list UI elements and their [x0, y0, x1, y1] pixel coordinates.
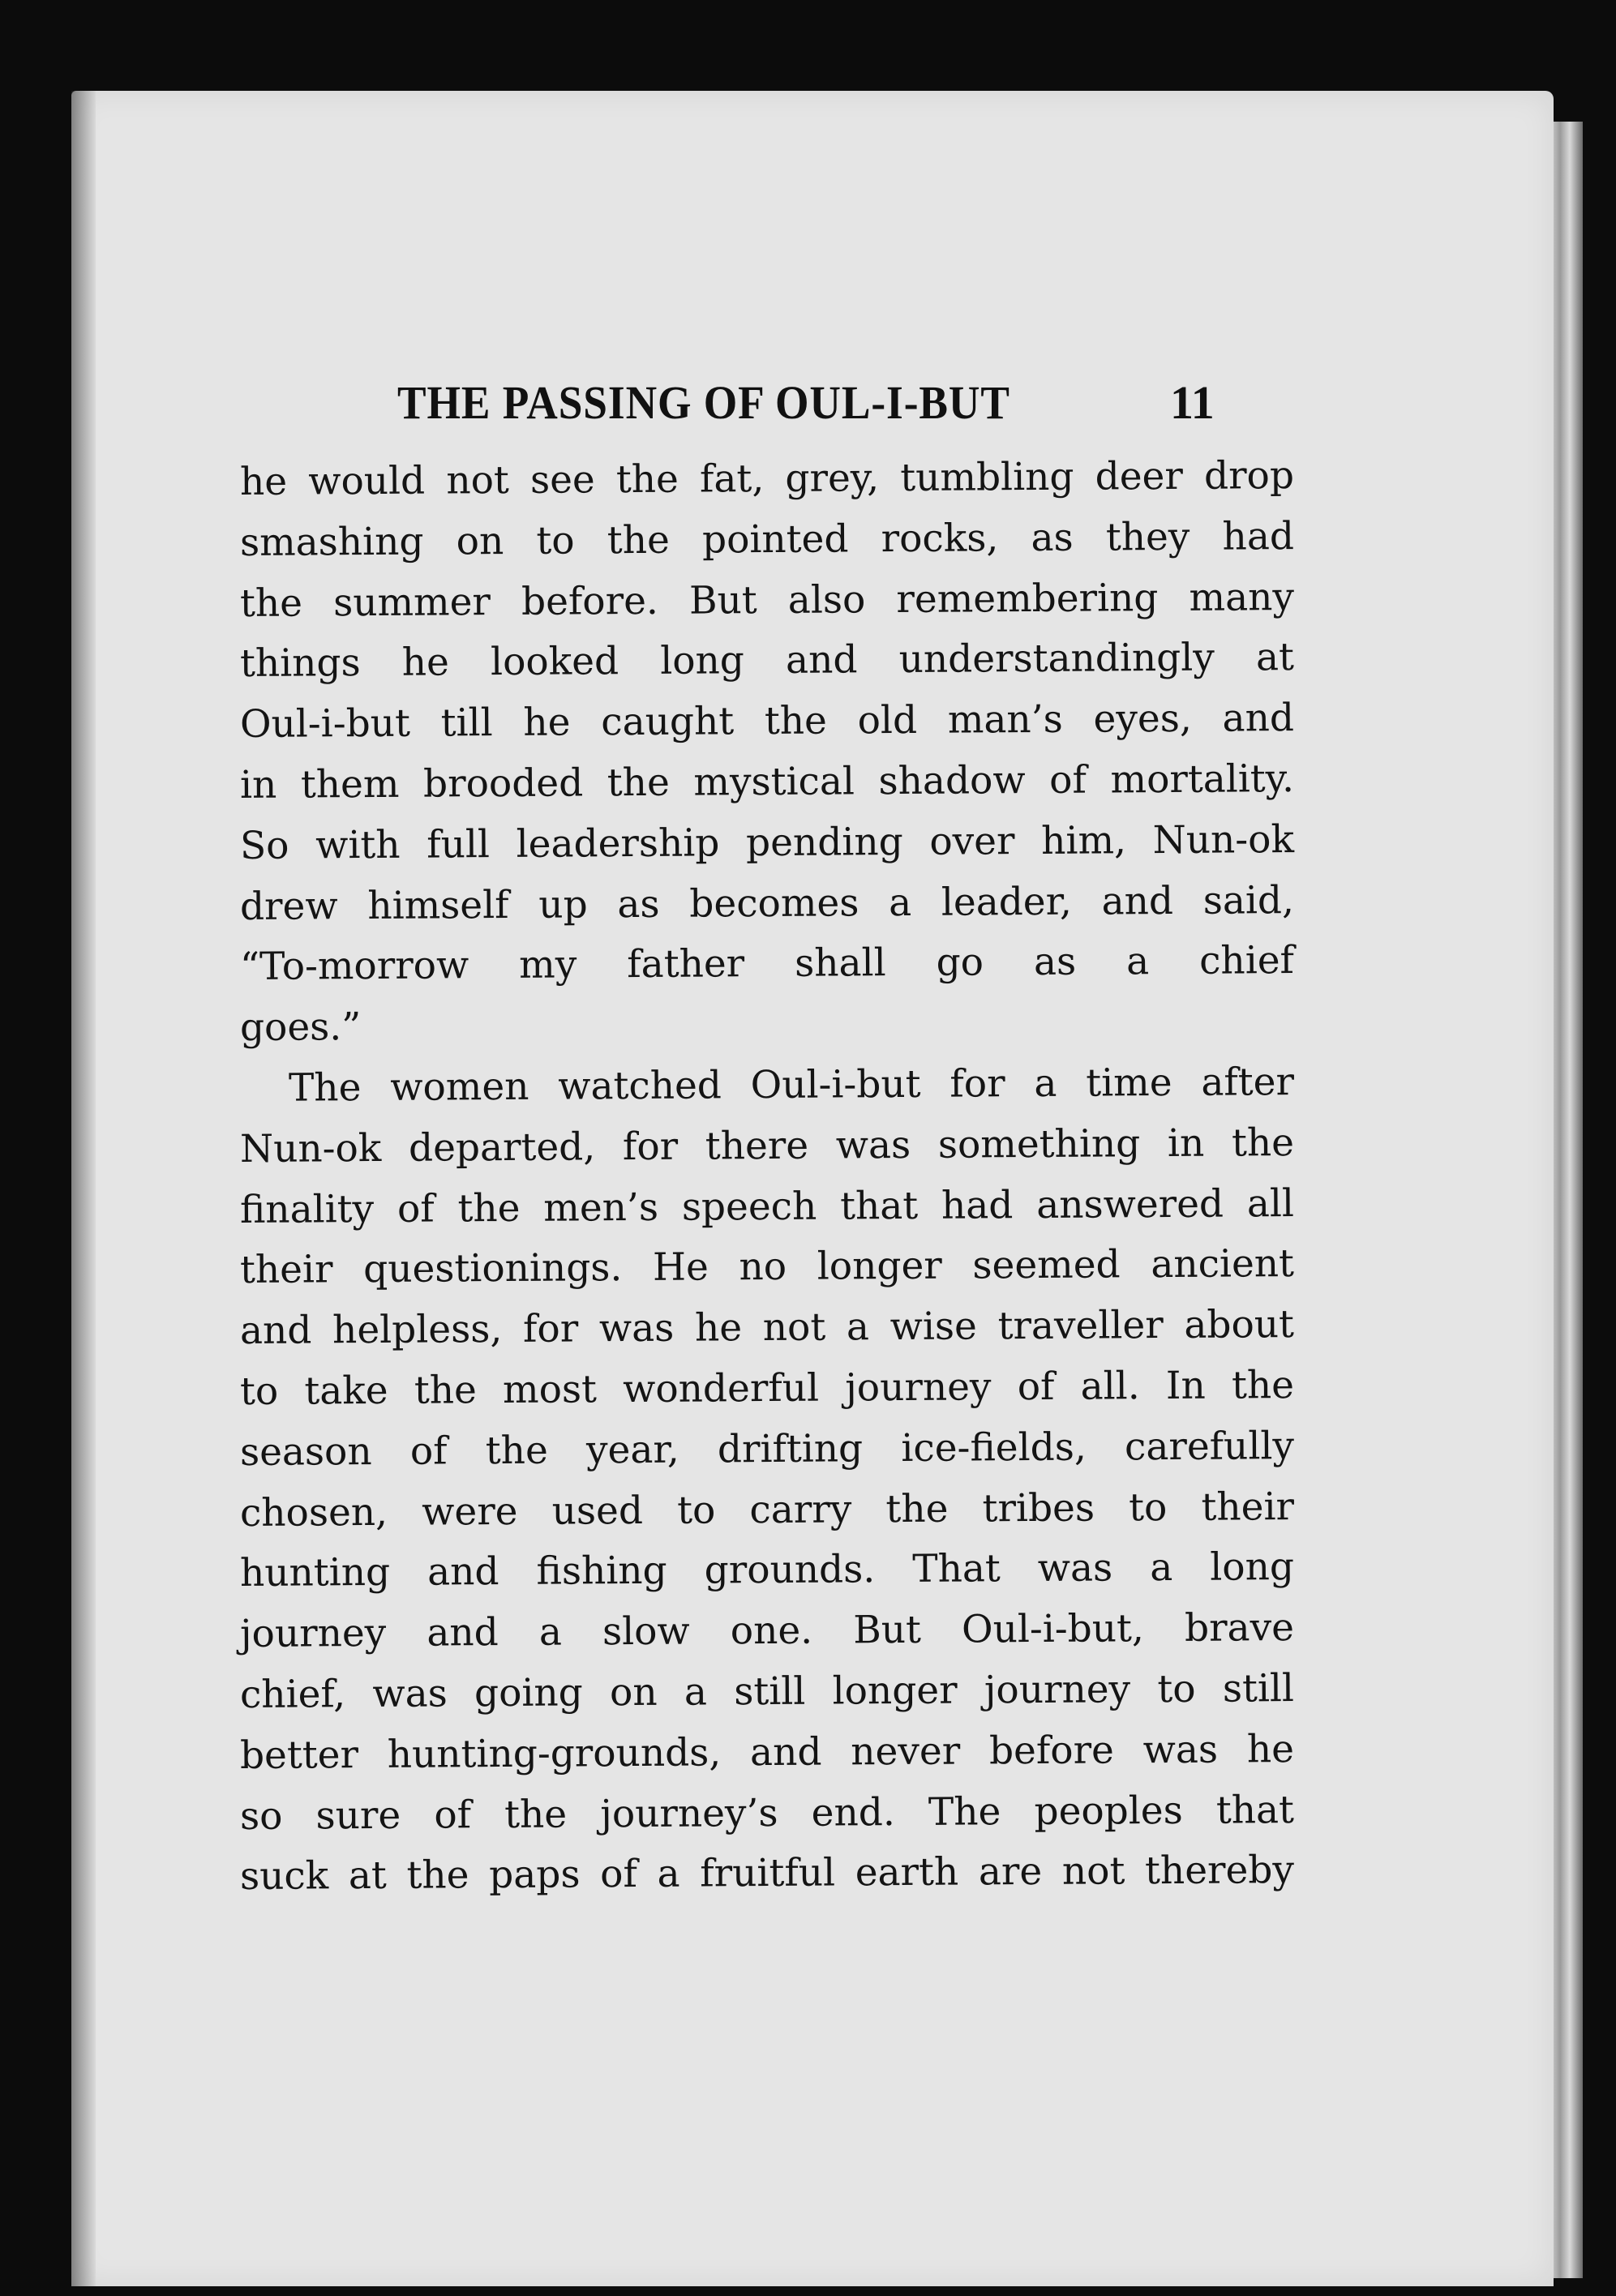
text-line: drew himself up as becomes a leader, and said,	[239, 877, 1295, 929]
text-line: Oul-i-but till he caught the old man’s eyes, and	[239, 696, 1295, 747]
text-line: their questionings. He no longer seemed ancient	[239, 1241, 1295, 1293]
text-line: smashing on to the pointed rocks, as they had	[239, 513, 1295, 565]
body-text	[240, 452, 1294, 1908]
text-line: chosen, were used to carry the tribes to their	[239, 1484, 1295, 1536]
text-line: The women watched Oul-i-but for a time after	[288, 1060, 1295, 1111]
text-line: in them brooded the mystical shadow of mortality.	[239, 756, 1295, 807]
book-page	[71, 91, 1554, 2286]
text-line: season of the year, drifting ice-fields, carefully	[239, 1423, 1295, 1475]
text-line: journey and a slow one. But Oul-i-but, brave	[239, 1605, 1295, 1657]
text-line: hunting and fishing grounds. That was a long	[239, 1544, 1295, 1596]
text-line: Nun-ok departed, for there was something in the	[239, 1120, 1295, 1172]
text-line: suck at the paps of a fruitful earth are not thereby	[239, 1848, 1295, 1900]
text-line: to take the most wonderful journey of all. In the	[239, 1363, 1295, 1414]
running-title: THE PASSING OF OUL-I-BUT	[397, 376, 1010, 429]
text-line: and helpless, for was he not a wise traveller about	[239, 1302, 1295, 1354]
text-line: finality of the men’s speech that had answered all	[239, 1180, 1295, 1232]
text-line: things he looked long and understandingly at	[239, 635, 1295, 687]
text-line: chief, was going on a still longer journey to still	[239, 1665, 1295, 1717]
text-line: “To-morrow my father shall go as a chief	[239, 938, 1295, 990]
running-head	[71, 375, 1554, 431]
page-gutter-shadow	[71, 91, 96, 2286]
page-number: 11	[1170, 376, 1215, 429]
page-edge	[1550, 122, 1583, 2278]
text-line: the summer before. But also remembering many	[239, 574, 1295, 626]
text-line: goes.”	[239, 1004, 362, 1051]
text-line: So with full leadership pending over him, Nun-ok	[239, 816, 1295, 868]
text-line: he would not see the fat, grey, tumbling deer drop	[239, 453, 1295, 504]
text-line: so sure of the journey’s end. The peoples that	[239, 1787, 1295, 1839]
text-line: better hunting-grounds, and never before was he	[239, 1726, 1295, 1778]
